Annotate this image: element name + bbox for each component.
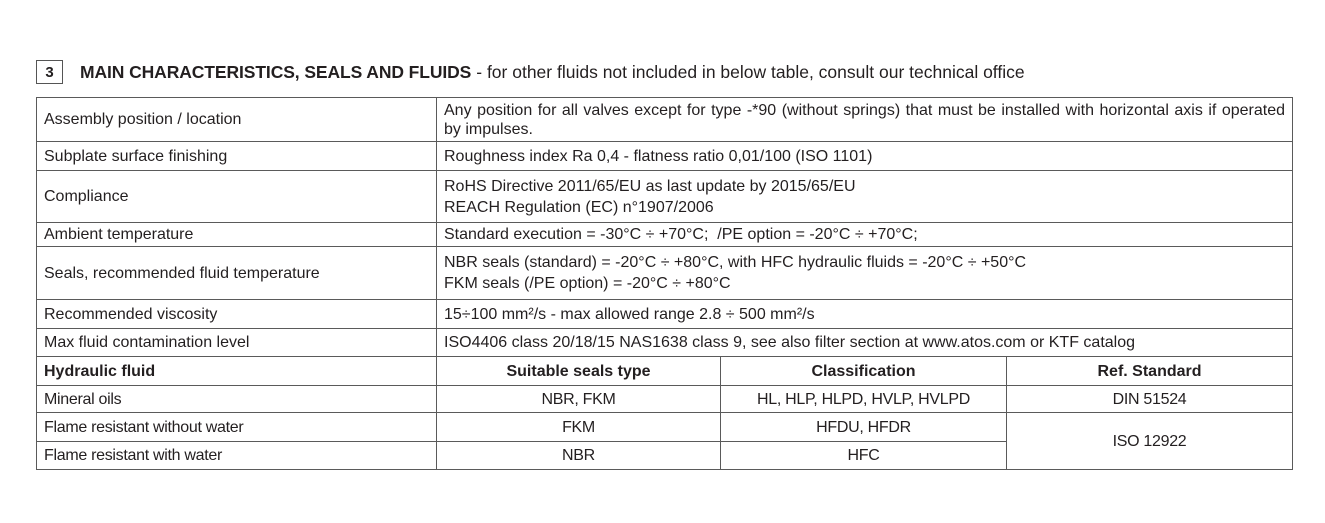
row-value [437, 171, 1293, 223]
fluid-seals: FKM [437, 413, 721, 442]
value-line: RoHS Directive 2011/65/EU as last update by 2015/65/EU [444, 177, 856, 195]
row-label: Subplate surface finishing [37, 142, 437, 171]
table-row [37, 329, 1293, 357]
section-number-box: 3 [36, 60, 63, 84]
row-value: Roughness index Ra 0,4 - flatness ratio 0,01/100 (ISO 1101) [437, 142, 1293, 171]
table-row [37, 171, 1293, 223]
fluid-row [37, 386, 1293, 413]
table-row [37, 300, 1293, 329]
fluid-classification: HL, HLP, HLPD, HVLP, HVLPD [721, 386, 1007, 413]
column-header-fluid: Hydraulic fluid [37, 357, 437, 386]
column-header-seals: Suitable seals type [437, 357, 721, 386]
fluid-name: Flame resistant with water [37, 442, 437, 470]
table-row [37, 247, 1293, 300]
characteristics-table [36, 97, 1293, 470]
fluid-seals: NBR, FKM [437, 386, 721, 413]
row-value: Any position for all valves except for type -*90 (without springs) that must be installed with horizontal axis if operated by impulses. [437, 98, 1293, 142]
fluid-name: Flame resistant without water [37, 413, 437, 442]
fluids-header-row [37, 357, 1293, 386]
column-header-classification: Classification [721, 357, 1007, 386]
table-row [37, 142, 1293, 171]
fluid-seals: NBR [437, 442, 721, 470]
value-line: FKM seals (/PE option) = -20°C ÷ +80°C [444, 275, 731, 292]
row-label: Compliance [37, 171, 437, 223]
value-line: REACH Regulation (EC) n°1907/2006 [444, 198, 714, 216]
table-row [37, 223, 1293, 247]
row-label: Recommended viscosity [37, 300, 437, 329]
row-value [437, 247, 1293, 300]
row-value: Standard execution = -30°C ÷ +70°C; /PE option = -20°C ÷ +70°C; [437, 223, 1293, 247]
fluid-classification: HFDU, HFDR [721, 413, 1007, 442]
table-row [37, 98, 1293, 142]
row-label: Ambient temperature [37, 223, 437, 247]
section-subtitle: - for other fluids not included in below table, consult our technical office [476, 61, 1025, 82]
section-title: MAIN CHARACTERISTICS, SEALS AND FLUIDS [80, 61, 472, 82]
row-value: 15÷100 mm²/s - max allowed range 2.8 ÷ 500 mm²/s [437, 300, 1293, 329]
fluid-row [37, 413, 1293, 442]
fluid-classification: HFC [721, 442, 1007, 470]
row-label: Assembly position / location [37, 98, 437, 142]
row-label: Seals, recommended fluid temperature [37, 247, 437, 300]
fluid-name: Mineral oils [37, 386, 437, 413]
row-label: Max fluid contamination level [37, 329, 437, 357]
row-value: ISO4406 class 20/18/15 NAS1638 class 9, see also filter section at www.atos.com or KTF catalog [437, 329, 1293, 357]
value-line: NBR seals (standard) = -20°C ÷ +80°C, with HFC hydraulic fluids = -20°C ÷ +50°C [444, 254, 1027, 271]
section-header [36, 59, 1025, 85]
fluid-standard: DIN 51524 [1007, 386, 1293, 413]
column-header-standard: Ref. Standard [1007, 357, 1293, 386]
fluid-standard: ISO 12922 [1007, 413, 1293, 470]
